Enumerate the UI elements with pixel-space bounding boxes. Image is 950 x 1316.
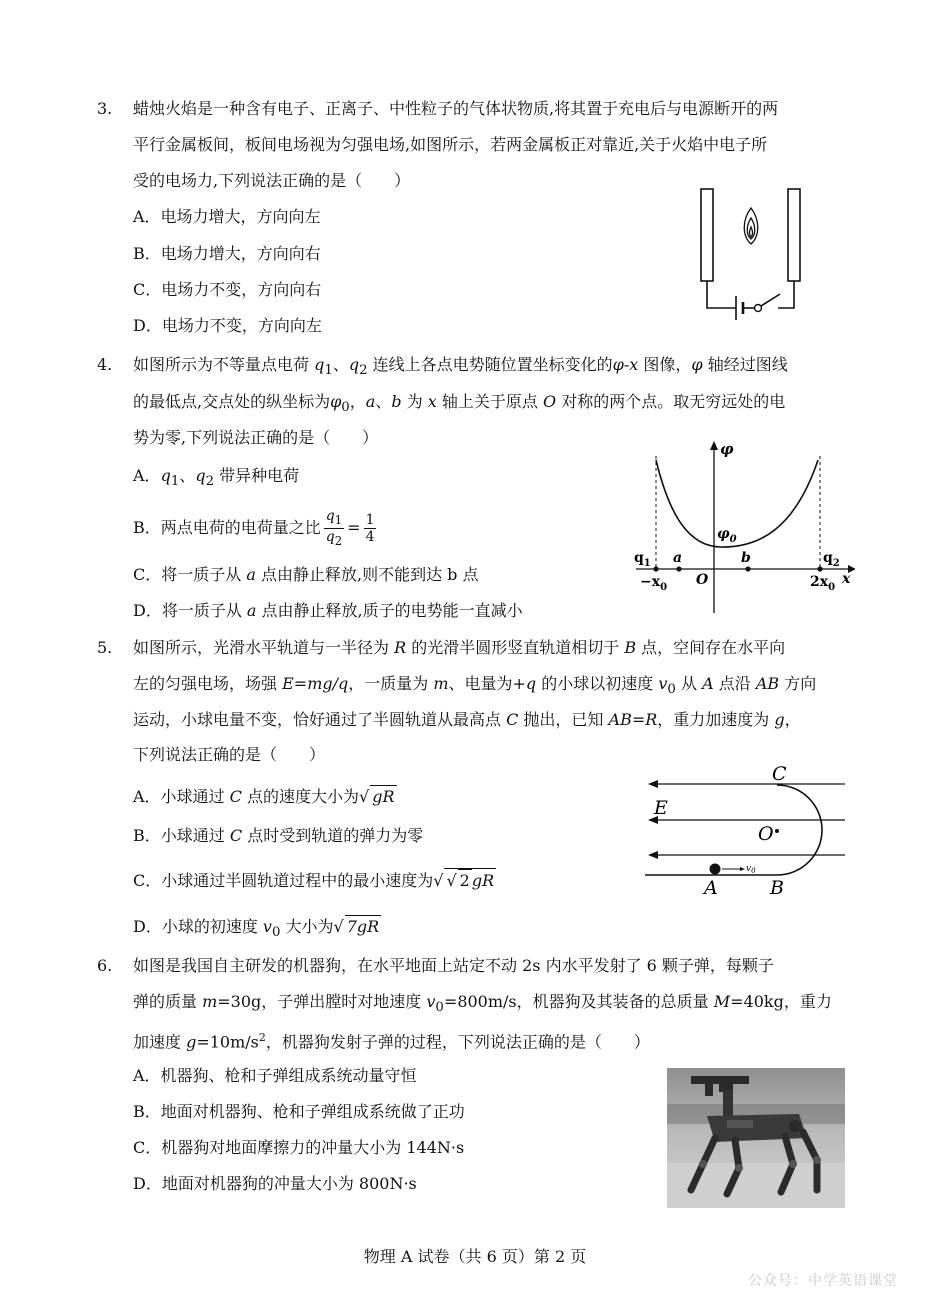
q3-option-a: A．电场力增大，方向向左 xyxy=(133,207,321,226)
velocity-arrow-icon xyxy=(740,867,745,871)
q6-stem-line2: 弹的质量 m=30g，子弹出膛时对地速度 $v_0=800m/s$，机器狗及其装备的总质量 M=40kg，重力 xyxy=(133,992,832,1016)
switch-lever xyxy=(761,294,780,306)
q2-label: $q_2$ xyxy=(823,550,840,569)
switch-pivot xyxy=(755,305,762,312)
q4-option-d: D．将一质子从 a 点由静止释放,质子的电势能一直减小 xyxy=(133,601,523,620)
page-footer: 物理 A 试卷（共 6 页）第 2 页 xyxy=(363,1247,587,1266)
q1-label: $q_1$ xyxy=(634,550,651,569)
q4-option-a: A．$q_1$、$q_2$ 带异种电荷 xyxy=(133,466,300,490)
q4-option-b: B．两点电荷的电荷量之比 $\frac{q_1}{q_2}$ = $\frac{1}{4}$ xyxy=(133,508,375,548)
x-axis-label: x xyxy=(842,571,851,587)
q6-option-b: B．地面对机器狗、枪和子弹组成系统做了正功 xyxy=(133,1102,465,1121)
ratio-value-fraction: $\frac{1}{4}$ xyxy=(365,512,375,545)
watermark: 公众号：中学英语课堂 xyxy=(748,1273,898,1289)
q4-stem-line3: 势为零,下列说法正确的是（ ） xyxy=(133,428,379,447)
q5-stem-line1: 如图所示，光滑水平轨道与一半径为 R 的光滑半圆形竖直轨道相切于 B 点，空间存在水平向 xyxy=(133,638,786,657)
point-b xyxy=(745,566,750,571)
q4-stem-line1: 如图所示为不等量点电荷 $q_1$、$q_2$ 连线上各点电势随位置坐标变化的φ-x 图像，φ 轴经过图线 xyxy=(133,355,788,379)
q3-stem-line1: 蜡烛火焰是一种含有电子、正离子、中性粒子的气体状物质,将其置于充电后与电源断开的两 xyxy=(133,99,779,118)
q6-stem-line1: 如图是我国自主研发的机器狗，在水平地面上站定不动 2s 内水平发射了 6 颗子弹，每颗子 xyxy=(133,956,774,975)
q3-capacitor-diagram xyxy=(676,186,836,336)
robot-dog-photo xyxy=(667,1068,845,1208)
wire-right xyxy=(778,281,794,308)
q5-option-b: B．小球通过 C 点时受到轨道的弹力为零 xyxy=(133,826,424,845)
q5-option-d: D．小球的初速度 $v_0$ 大小为√ 7gR xyxy=(133,917,380,941)
q4-stem-line2: 的最低点,交点处的纵坐标为$\varphi_0$，a、b 为 x 轴上关于原点 O 对称的两个点。取无穷远处的电 xyxy=(133,392,786,416)
field-e-label: E xyxy=(654,797,668,819)
v0-label: $v_0$ xyxy=(746,864,756,875)
q3-option-d: D．电场力不变，方向向左 xyxy=(133,316,322,335)
q5-number: 5. xyxy=(97,638,113,657)
phi-axis-label: φ xyxy=(720,440,734,458)
q5-stem-line2: 左的匀强电场，场强 E=mg/q，一质量为 m、电量为+q 的小球以初速度 $v_0$ 从 A 点沿 AB 方向 xyxy=(133,674,817,698)
q4-potential-graph xyxy=(630,438,855,616)
q5-stem-line4: 下列说法正确的是（ ） xyxy=(133,745,326,764)
q5-stem-line3: 运动，小球电量不变，恰好通过了半圆轨道从最高点 C 抛出，已知 AB=R，重力加速度为 g， xyxy=(133,710,801,729)
b-label: b xyxy=(741,550,751,566)
point-a xyxy=(676,566,681,571)
neg-x0-label: $-x_0$ xyxy=(640,574,668,593)
candle-flame-icon xyxy=(744,208,758,244)
q4-number: 4. xyxy=(97,355,113,374)
right-plate xyxy=(788,189,800,281)
q5-option-a: A．小球通过 C 点的速度大小为√ gR xyxy=(133,787,395,806)
center-o-point xyxy=(775,829,779,833)
q2-point xyxy=(817,566,822,571)
point-b-label: B xyxy=(770,877,784,899)
q3-option-c: C．电场力不变，方向向右 xyxy=(133,280,322,299)
two-x0-label: $2x_0$ xyxy=(810,574,836,593)
q5-option-c: C．小球通过半圆轨道过程中的最小速度为√ √ 2 gR xyxy=(133,868,496,892)
phi0-label: $\varphi_0$ xyxy=(717,526,737,545)
origin-label: O xyxy=(696,572,709,588)
q1-point xyxy=(653,566,658,571)
ball xyxy=(710,864,721,875)
q6-number: 6. xyxy=(97,956,113,975)
track-outline xyxy=(645,785,822,875)
q3-stem-line2: 平行金属板间，板间电场视为匀强电场,如图所示，若两金属板正对靠近,关于火焰中电子所 xyxy=(133,135,768,154)
q6-option-c: C．机器狗对地面摩擦力的冲量大小为 144N·s xyxy=(133,1138,465,1157)
charge-ratio-fraction: $\frac{q_1}{q_2}$ xyxy=(325,508,343,548)
point-a-label: A xyxy=(704,877,718,899)
phi-axis-arrow-icon xyxy=(710,441,718,450)
left-plate xyxy=(701,189,713,281)
point-o-label: O xyxy=(758,823,774,845)
a-label: a xyxy=(673,550,683,566)
q6-option-a: A．机器狗、枪和子弹组成系统动量守恒 xyxy=(133,1066,417,1085)
electric-field-lines xyxy=(650,784,845,855)
q3-option-b: B．电场力增大，方向向右 xyxy=(133,244,321,263)
field-arrow-icon xyxy=(648,851,658,859)
wire-left xyxy=(707,281,736,308)
q3-number: 3. xyxy=(97,99,113,118)
q6-stem-line3: 加速度 $g=10m/s^2$，机器狗发射子弹的过程，下列说法正确的是（ ） xyxy=(133,1031,650,1052)
point-c-label: C xyxy=(772,763,787,785)
potential-curve xyxy=(656,460,818,547)
q6-option-d: D．地面对机器狗的冲量大小为 800N·s xyxy=(133,1174,417,1193)
q5-track-diagram xyxy=(640,760,850,902)
q3-stem-line3: 受的电场力,下列说法正确的是（ ） xyxy=(133,171,411,190)
q4-option-c: C．将一质子从 a 点由静止释放,则不能到达 b 点 xyxy=(133,565,479,584)
field-arrow-icon xyxy=(648,780,658,788)
